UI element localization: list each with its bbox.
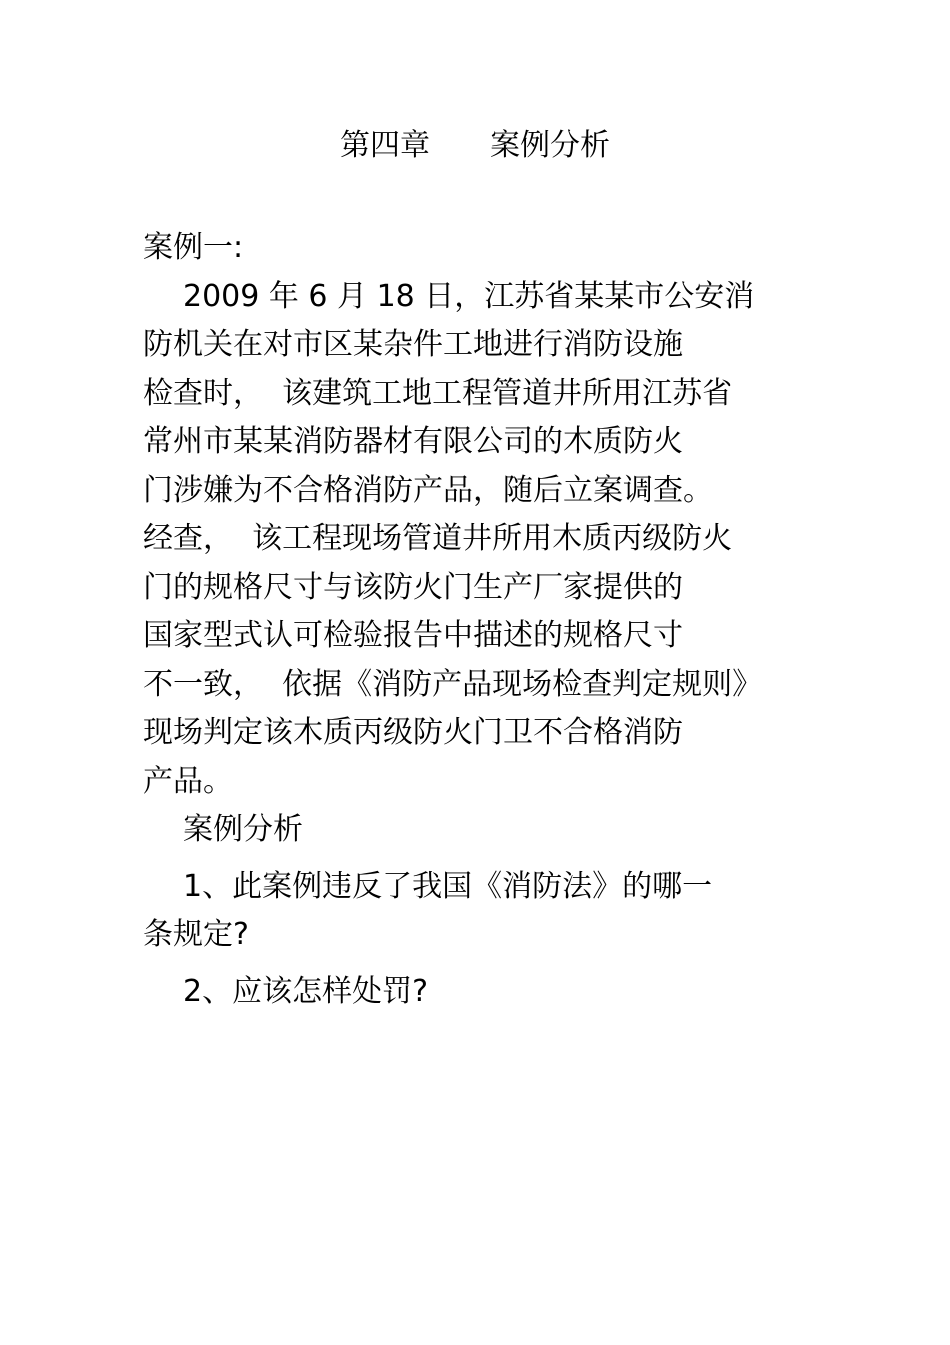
- document-body: [143, 224, 783, 1016]
- paragraph-line: 2009 年 6 月 18 日，江苏省某某市公安消: [183, 278, 755, 314]
- paragraph-line: 产品。: [143, 763, 233, 799]
- spacer: [143, 855, 783, 863]
- spacer: [143, 960, 783, 968]
- paragraph-line: 不一致， 依据《消防产品现场检查判定规则》: [143, 666, 763, 702]
- question-2: 2、应该怎样处罚?: [183, 973, 429, 1009]
- paragraph-line: 国家型式认可检验报告中描述的规格尺寸: [143, 618, 683, 653]
- case-label: 案例一:: [143, 230, 244, 265]
- paragraph-line: 经查， 该工程现场管道井所用木质丙级防火: [143, 521, 733, 556]
- question-1-line-1: 1、此案例违反了我国《消防法》的哪一: [183, 868, 713, 904]
- question-1-line-2: 条规定?: [143, 917, 249, 952]
- paragraph-line: 检查时， 该建筑工地工程管道井所用江苏省: [143, 375, 733, 411]
- paragraph-line: 防机关在对市区某杂件工地进行消防设施: [143, 327, 683, 362]
- paragraph-line: 常州市某某消防器材有限公司的木质防火: [143, 424, 683, 459]
- chapter-title: 第四章 案例分析: [340, 128, 610, 163]
- paragraph-line: 现场判定该木质丙级防火门卫不合格消防: [143, 715, 683, 750]
- paragraph-line: 门的规格尺寸与该防火门生产厂家提供的: [143, 569, 683, 605]
- paragraph-line: 门涉嫌为不合格消防产品，随后立案调查。: [143, 472, 713, 508]
- analysis-heading: 案例分析: [183, 812, 303, 847]
